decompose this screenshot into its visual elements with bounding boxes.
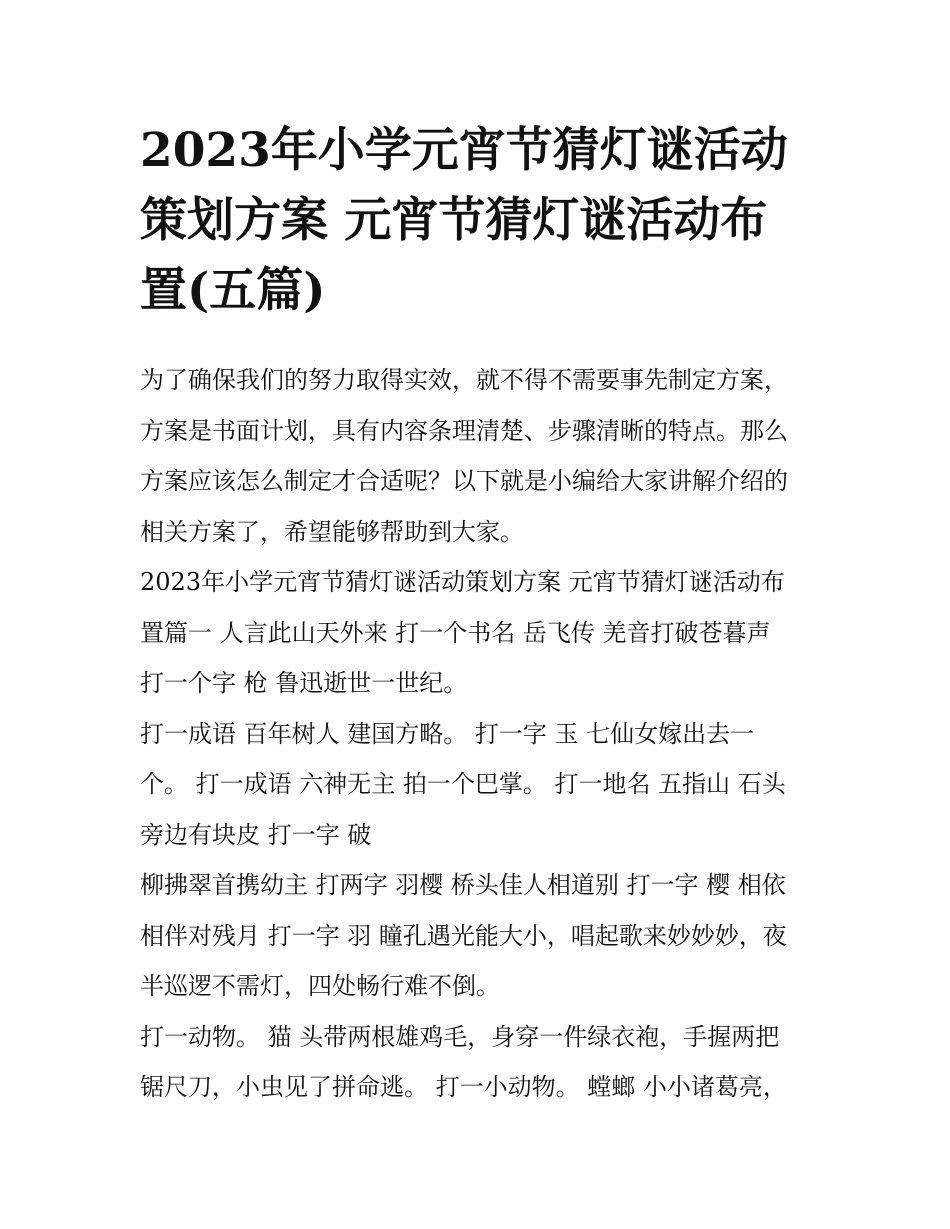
paragraph-line: 打一个字 枪 鲁迅逝世一世纪。 <box>140 669 468 697</box>
paragraph-line: 方案应该怎么制定才合适呢？以下就是小编给大家讲解介绍的 <box>140 467 788 495</box>
title-line-3: 置(五篇) <box>140 263 326 318</box>
document-title <box>140 116 820 326</box>
title-line-1: 2023年小学元宵节猜灯谜活动 <box>140 123 788 178</box>
title-line-2: 策划方案 元宵节猜灯谜活动布 <box>140 193 768 248</box>
paragraph-line: 相关方案了，希望能够帮助到大家。 <box>140 517 524 546</box>
paragraph-intro <box>140 355 830 557</box>
paragraph-line: 半巡逻不需灯，四处畅行难不倒。 <box>140 972 500 1000</box>
paragraph-line: 为了确保我们的努力取得实效，就不得不需要事先制定方案， <box>140 366 788 394</box>
paragraph-line: 柳拂翠首携幼主 打两字 羽樱 桥头佳人相道别 打一字 樱 相依 <box>140 871 786 899</box>
paragraph-line: 置篇一 人言此山天外来 打一个书名 岳飞传 羌音打破苍暮声 <box>140 618 771 647</box>
paragraph-riddles-3 <box>140 1012 830 1113</box>
paragraph-line: 锯尺刀，小虫见了拼命逃。 打一小动物。 螳螂 小小诸葛亮， <box>140 1073 787 1101</box>
paragraph-line: 旁边有块皮 打一字 破 <box>140 820 372 849</box>
paragraph-line: 2023年小学元宵节猜灯谜活动策划方案 元宵节猜灯谜活动布 <box>140 568 785 596</box>
paragraph-line: 相伴对残月 打一字 羽 瞳孔遇光能大小，唱起歌来妙妙妙，夜 <box>140 921 787 950</box>
paragraph-section-one <box>140 557 830 709</box>
paragraph-riddles-1 <box>140 709 830 861</box>
paragraph-line: 打一动物。 猫 头带两根雄鸡毛，身穿一件绿衣袍，手握两把 <box>140 1022 780 1051</box>
paragraph-line: 个。 打一成语 六神无主 拍一个巴掌。 打一地名 五指山 石头 <box>140 770 786 798</box>
paragraph-line: 打一成语 百年树人 建国方略。 打一字 玉 七仙女嫁出去一 <box>140 719 755 748</box>
paragraph-line: 方案是书面计划，具有内容条理清楚、步骤清晰的特点。那么 <box>140 416 788 445</box>
document-body <box>140 355 830 1113</box>
paragraph-riddles-2 <box>140 860 830 1012</box>
